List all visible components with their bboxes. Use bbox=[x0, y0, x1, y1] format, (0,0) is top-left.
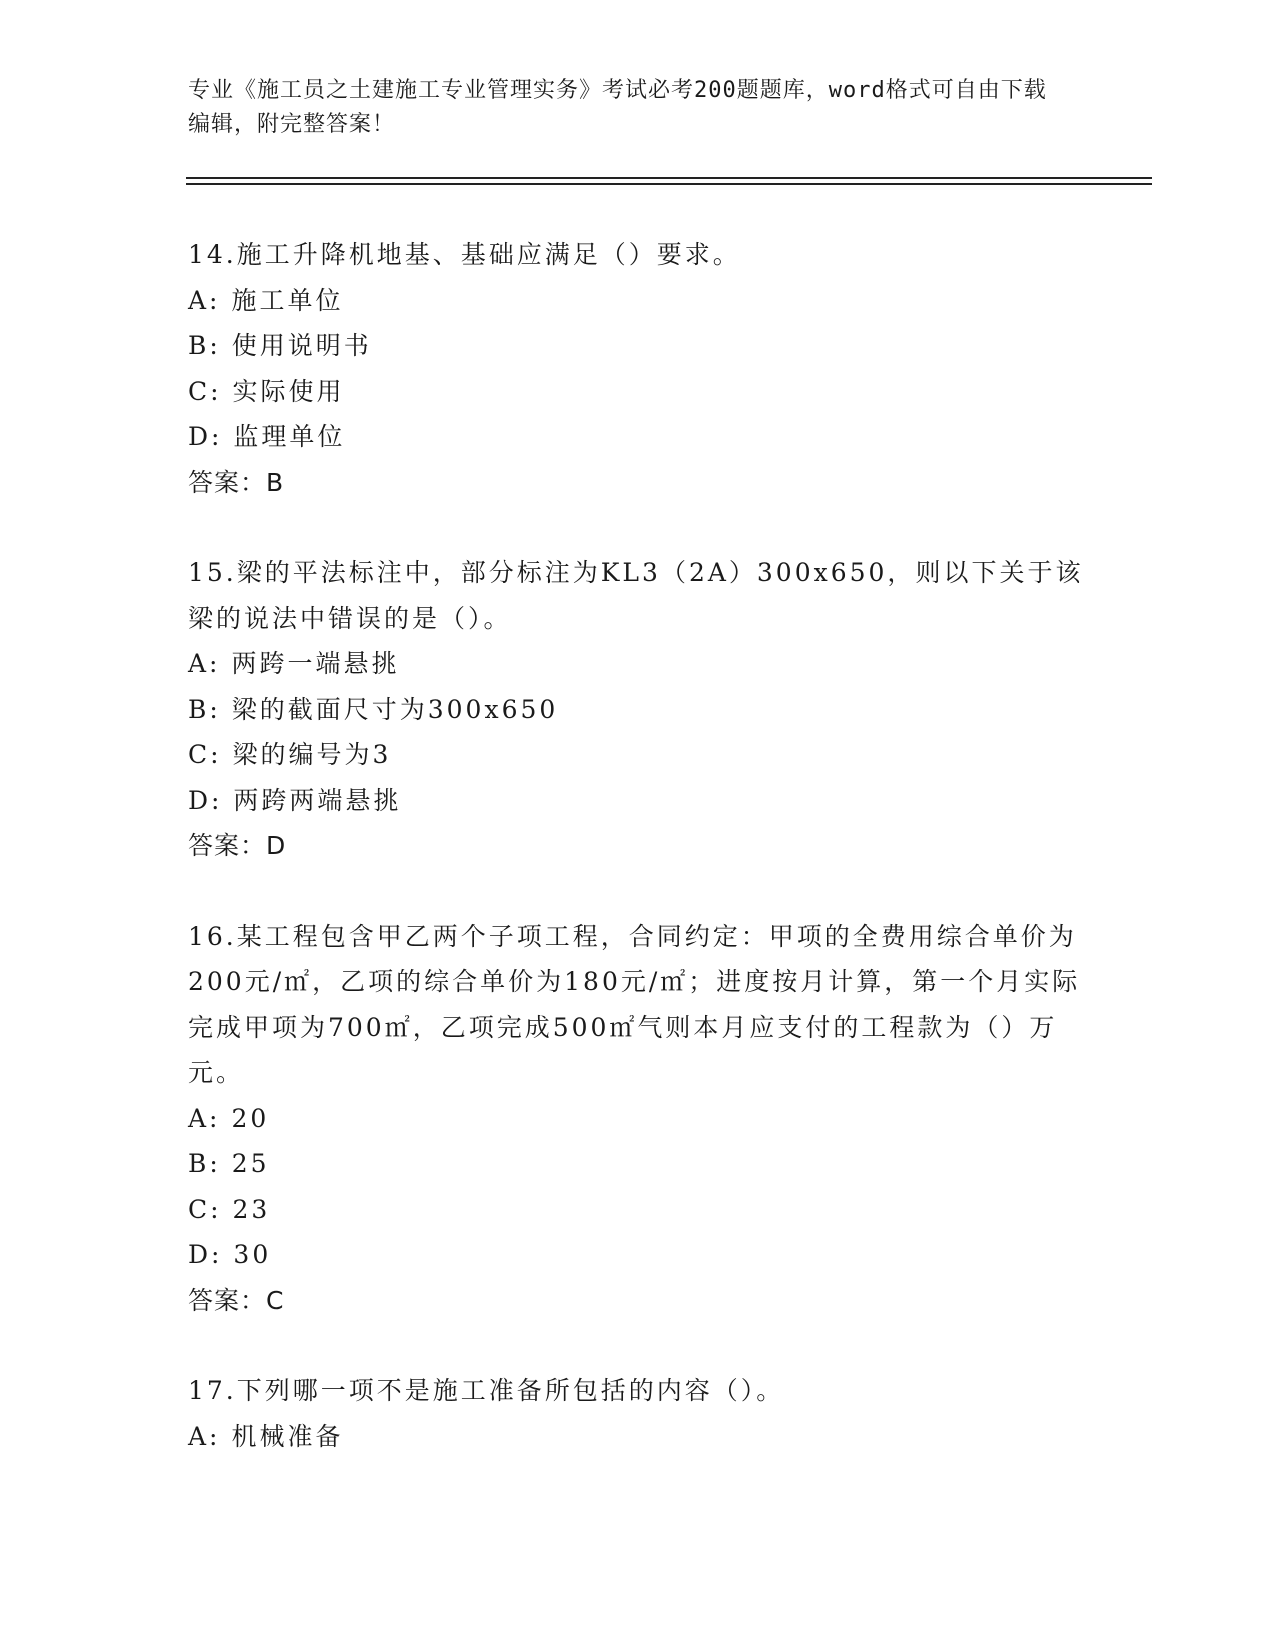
option-b bbox=[188, 1141, 1088, 1187]
option-letter: B: bbox=[188, 694, 221, 724]
question-spacer bbox=[188, 869, 1088, 914]
option-text: 机械准备 bbox=[231, 1421, 344, 1451]
option-letter: C: bbox=[188, 1194, 222, 1224]
option-a bbox=[188, 1096, 1088, 1142]
answer: 答案：D bbox=[188, 831, 287, 860]
option-text: 梁的截面尺寸为300x650 bbox=[231, 694, 559, 724]
option-letter: A: bbox=[188, 285, 221, 315]
header-divider-top bbox=[186, 177, 1152, 179]
option-text: 使用说明书 bbox=[231, 331, 372, 360]
option-d bbox=[188, 778, 1088, 824]
option-d bbox=[188, 1232, 1088, 1278]
header-divider-bottom bbox=[186, 183, 1152, 185]
question-text: 14.施工升降机地基、基础应满足（）要求。 bbox=[188, 240, 741, 269]
option-text: 梁的编号为3 bbox=[232, 740, 392, 769]
option-c bbox=[188, 1187, 1088, 1233]
option-text: 25 bbox=[231, 1149, 270, 1178]
question-spacer bbox=[188, 505, 1088, 550]
option-text: 实际使用 bbox=[232, 376, 345, 406]
question-17 bbox=[188, 1368, 1088, 1459]
option-text: 20 bbox=[231, 1103, 270, 1133]
question-text: 15.梁的平法标注中，部分标注为KL3（2A）300x650，则以下关于该梁的说法中错误的是（）。 bbox=[188, 558, 1084, 633]
option-a bbox=[188, 1414, 1088, 1460]
option-b bbox=[188, 323, 1088, 369]
option-letter: C: bbox=[188, 376, 222, 406]
option-letter: B: bbox=[188, 1149, 221, 1178]
question-16 bbox=[188, 914, 1088, 1324]
option-a bbox=[188, 278, 1088, 324]
option-letter: A: bbox=[188, 1103, 221, 1133]
option-letter: D: bbox=[188, 785, 223, 815]
option-text: 两跨两端悬挑 bbox=[233, 785, 402, 815]
option-text: 23 bbox=[232, 1194, 271, 1224]
option-letter: A: bbox=[188, 1421, 221, 1451]
answer: 答案：C bbox=[188, 1285, 285, 1315]
option-b bbox=[188, 687, 1088, 733]
answer: 答案：B bbox=[188, 467, 285, 497]
question-list bbox=[188, 232, 1088, 1459]
option-text: 施工单位 bbox=[231, 285, 344, 315]
option-letter: D: bbox=[188, 422, 223, 451]
question-14 bbox=[188, 232, 1088, 505]
option-text: 两跨一端悬挑 bbox=[231, 649, 400, 678]
option-letter: C: bbox=[188, 740, 222, 769]
option-c bbox=[188, 732, 1088, 778]
document-header: 专业《施工员之土建施工专业管理实务》考试必考200题题库，word格式可自由下载编辑，附完整答案！ bbox=[188, 78, 1047, 137]
option-text: 30 bbox=[233, 1240, 272, 1269]
option-c bbox=[188, 369, 1088, 415]
option-a bbox=[188, 641, 1088, 687]
option-letter: B: bbox=[188, 331, 221, 360]
question-spacer bbox=[188, 1323, 1088, 1368]
option-letter: D: bbox=[188, 1240, 223, 1269]
question-text: 17.下列哪一项不是施工准备所包括的内容（）。 bbox=[188, 1376, 785, 1405]
question-text: 16.某工程包含甲乙两个子项工程，合同约定：甲项的全费用综合单价为200元/㎡，乙项的综合单价为180元/㎡；进度按月计算，第一个月实际完成甲项为700㎡，乙项完成500㎡气则本月应支付的工程款为（）万元。 bbox=[188, 921, 1081, 1087]
option-text: 监理单位 bbox=[233, 422, 346, 451]
option-letter: A: bbox=[188, 649, 221, 678]
option-d bbox=[188, 414, 1088, 460]
question-15 bbox=[188, 550, 1088, 869]
